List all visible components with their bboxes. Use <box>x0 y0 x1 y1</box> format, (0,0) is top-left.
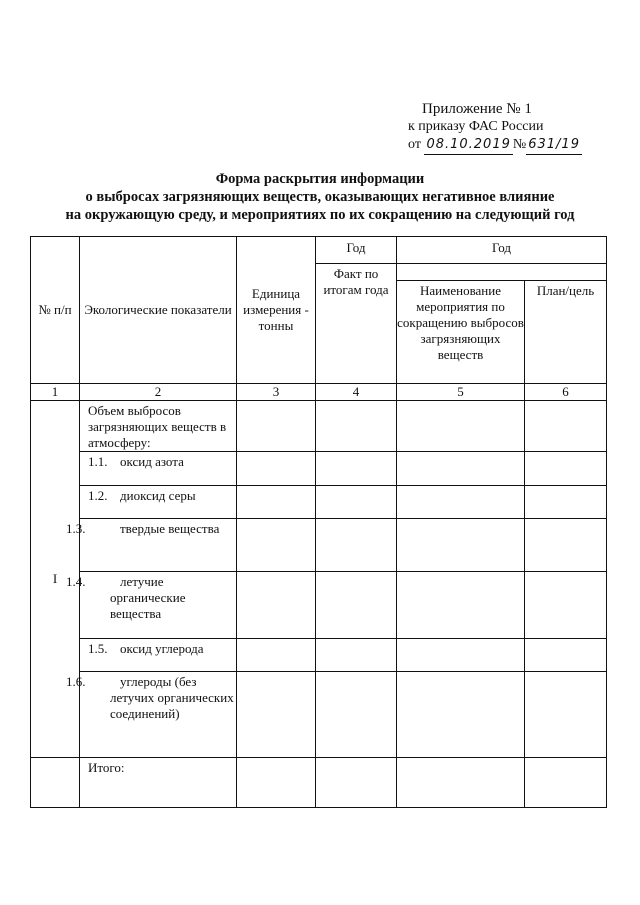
cell-measure[interactable] <box>397 401 525 452</box>
header-spacer <box>397 264 607 281</box>
cell-unit[interactable] <box>237 452 316 486</box>
cell-measure[interactable] <box>397 452 525 486</box>
cell-unit[interactable] <box>237 486 316 519</box>
cell-plan[interactable] <box>525 401 607 452</box>
annex-block <box>408 100 623 155</box>
row-number: 1.3. <box>66 521 86 536</box>
row-text: оксид углерода <box>120 641 204 656</box>
row-label <box>80 639 237 672</box>
title-line-3: на окружающую среду, и мероприятиях по их сокращению на следующий год <box>65 207 575 223</box>
cell-fact[interactable] <box>316 486 397 519</box>
row-text: оксид азота <box>120 454 184 469</box>
cell-measure[interactable] <box>397 486 525 519</box>
cell-plan[interactable] <box>525 519 607 572</box>
total-row <box>31 758 607 808</box>
cell-unit[interactable] <box>237 758 316 808</box>
date-prefix: от <box>408 137 421 152</box>
header-indicators: Экологические показатели <box>80 237 237 384</box>
row-label: Объем выбросов загрязняющих веществ в атмосферу: <box>80 401 237 452</box>
column-number: 4 <box>316 384 397 401</box>
column-numbers-row <box>31 384 607 401</box>
column-number: 6 <box>525 384 607 401</box>
annex-date-line <box>408 136 623 155</box>
row-label <box>80 452 237 486</box>
total-num-cell <box>31 758 80 808</box>
row-number: 1.6. <box>66 674 86 689</box>
cell-fact[interactable] <box>316 572 397 639</box>
annex-title: Приложение № 1 <box>422 101 532 117</box>
column-number: 5 <box>397 384 525 401</box>
header-unit: Единица измерения - тонны <box>237 237 316 384</box>
header-year-2: Год <box>397 237 607 264</box>
cell-unit[interactable] <box>237 672 316 758</box>
cell-plan[interactable] <box>525 486 607 519</box>
row-text: летучие органические вещества <box>110 574 186 621</box>
cell-plan[interactable] <box>525 572 607 639</box>
section-number: I <box>31 401 80 758</box>
cell-fact[interactable] <box>316 452 397 486</box>
cell-measure[interactable] <box>397 672 525 758</box>
cell-measure[interactable] <box>397 519 525 572</box>
table-row <box>31 519 607 572</box>
emissions-table <box>30 236 607 808</box>
cell-plan[interactable] <box>525 672 607 758</box>
total-label: Итого: <box>80 758 237 808</box>
row-number: 1.1. <box>88 454 108 469</box>
cell-measure[interactable] <box>397 758 525 808</box>
row-label <box>66 672 237 758</box>
header-plan: План/цель <box>525 281 607 384</box>
row-number: 1.4. <box>66 574 86 589</box>
cell-fact[interactable] <box>316 519 397 572</box>
header-fact: Факт по итогам года <box>316 264 397 384</box>
column-number: 3 <box>237 384 316 401</box>
title-line-1: Форма раскрытия информации <box>215 171 425 187</box>
form-title <box>20 170 620 224</box>
row-text: диоксид серы <box>120 488 196 503</box>
cell-unit[interactable] <box>237 639 316 672</box>
column-number: 1 <box>31 384 80 401</box>
cell-unit[interactable] <box>237 401 316 452</box>
row-number: 1.2. <box>88 488 108 503</box>
row-label <box>66 572 237 639</box>
handwritten-number: 631/19 <box>526 136 582 155</box>
row-number: 1.5. <box>88 641 108 656</box>
table-row <box>31 486 607 519</box>
cell-fact[interactable] <box>316 672 397 758</box>
annex-order: к приказу ФАС России <box>408 119 544 134</box>
cell-fact[interactable] <box>316 639 397 672</box>
cell-fact[interactable] <box>316 758 397 808</box>
table-row <box>31 452 607 486</box>
number-sign: № <box>512 137 527 152</box>
header-year-1: Год <box>316 237 397 264</box>
header-num: № п/п <box>31 237 80 384</box>
cell-unit[interactable] <box>237 519 316 572</box>
cell-measure[interactable] <box>397 639 525 672</box>
cell-fact[interactable] <box>316 401 397 452</box>
row-text: углероды (без летучих органических соединений) <box>110 674 234 721</box>
row-text: твердые вещества <box>120 521 220 536</box>
cell-plan[interactable] <box>525 758 607 808</box>
handwritten-date: 08.10.2019 <box>424 136 512 155</box>
cell-plan[interactable] <box>525 452 607 486</box>
table-row <box>31 401 607 452</box>
table-row <box>31 672 607 758</box>
title-line-2: о выбросах загрязняющих веществ, оказывающих негативное влияние <box>85 189 555 205</box>
cell-plan[interactable] <box>525 639 607 672</box>
cell-measure[interactable] <box>397 572 525 639</box>
table-row <box>31 639 607 672</box>
row-label <box>66 519 237 572</box>
row-label <box>80 486 237 519</box>
column-number: 2 <box>80 384 237 401</box>
header-measure: Наименование мероприятия по сокращению выбросов загрязняющих веществ <box>397 281 525 384</box>
cell-unit[interactable] <box>237 572 316 639</box>
table-row <box>31 572 607 639</box>
